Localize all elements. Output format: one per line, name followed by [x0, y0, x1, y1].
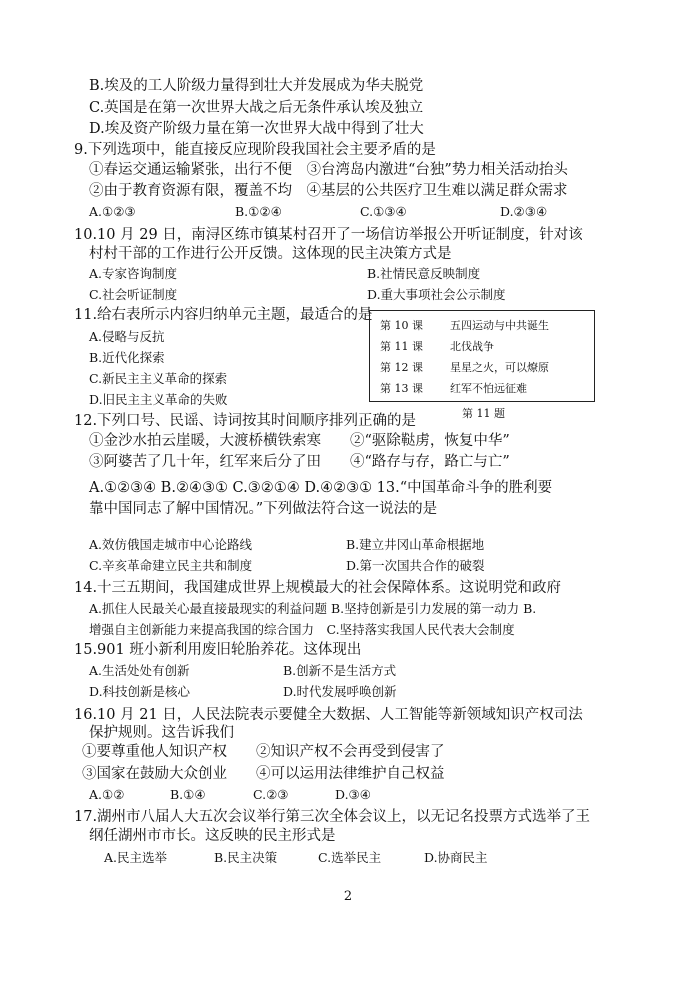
- question-17-line-1: 17.湖州市八届人大五次会议举行第三次全体会议上，以无记名投票方式选举了王: [74, 809, 591, 825]
- q16-option-c: C.②③: [253, 787, 289, 802]
- q9-option-d: D.②③④: [500, 204, 548, 219]
- question-10-line-1: 10.10 月 29 日，南浔区练市镇某村召开了一场信访举报公开听证制度，针对该: [74, 227, 583, 243]
- lesson-title: 星星之火，可以燎原: [450, 361, 549, 374]
- question-12-options: A.①②③④ B.②④③① C.③②①④ D.④②③① 13.“中国革命斗争的胜利要: [89, 480, 553, 496]
- table-row: [380, 319, 549, 333]
- question-16-line-2: 保护规则。这告诉我们: [89, 725, 234, 741]
- q10-option-a: A.专家咨询制度: [89, 266, 178, 281]
- lesson-number: 第 13 课: [380, 382, 423, 395]
- q15-option-b: B.创新不是生活方式: [283, 663, 397, 678]
- line-option-c: C.英国是在第一次世界大战之后无条件承认埃及独立: [89, 100, 424, 116]
- q10-option-c: C.社会听证制度: [89, 287, 178, 302]
- table-caption: 第 11 题: [462, 407, 505, 420]
- q14-options-line-1: A.抓住人民最关心最直接最现实的利益问题 B.坚持创新是引力发展的第一动力 B.: [89, 601, 537, 616]
- question-15: 15.901 班小新利用废旧轮胎养花。这体现出: [74, 642, 362, 658]
- q11-option-c: C.新民主主义革命的探索: [89, 371, 228, 386]
- question-12: 12.下列口号、民谣、诗词按其时间顺序排列正确的是: [74, 413, 417, 429]
- q10-option-b: B.社情民意反映制度: [367, 266, 481, 281]
- q11-option-d: D.旧民主主义革命的失败: [89, 392, 228, 407]
- question-16-line-1: 16.10 月 21 日，人民法院表示要健全大数据、人工智能等新领域知识产权司法: [74, 707, 583, 723]
- question-13: 靠中国同志了解中国情况。”下列做法符合这一说法的是: [89, 501, 438, 517]
- q15-option-a: A.生活处处有创新: [89, 663, 190, 678]
- q17-option-b: B.民主决策: [214, 850, 278, 865]
- question-12-items-2: ③阿婆苦了几十年，红军来后分了田 ④“路存与存，路亡与亡”: [89, 454, 510, 470]
- question-10-line-2: 村村干部的工作进行公开反馈。这体现的民主决策方式是: [89, 246, 452, 262]
- question-16-items-2: ③国家在鼓励大众创业 ④可以运用法律维护自己权益: [82, 766, 445, 782]
- page-number: 2: [343, 889, 353, 904]
- q17-option-a: A.民主选举: [104, 850, 168, 865]
- table-row: [380, 361, 549, 375]
- q11-option-b: B.近代化探索: [89, 350, 165, 365]
- q13-option-c: C.辛亥革命建立民主共和制度: [89, 558, 253, 573]
- lesson-number: 第 10 课: [380, 319, 423, 332]
- line-option-b: B.埃及的工人阶级力量得到壮大并发展成为华夫脱党: [89, 78, 424, 94]
- q13-option-b: B.建立井冈山革命根据地: [346, 537, 485, 552]
- lesson-title: 北伐战争: [450, 340, 494, 353]
- table-row: [380, 382, 527, 396]
- q17-option-d: D.协商民主: [424, 850, 488, 865]
- question-12-items-1: ①金沙水拍云崖暖，大渡桥横铁索寒 ②“驱除鞑虏，恢复中华”: [89, 433, 510, 449]
- question-9-items-1: ①春运交通运输紧张，出行不便 ③台湾岛内激进“台独”势力相关活动抬头: [89, 162, 568, 178]
- q15-option-d: D.时代发展呼唤创新: [283, 684, 397, 699]
- q9-option-a: A.①②③: [89, 204, 136, 219]
- lesson-number: 第 12 课: [380, 361, 423, 374]
- lesson-title: 五四运动与中共诞生: [450, 319, 549, 332]
- unit-table: [369, 310, 595, 402]
- q9-option-b: B.①②④: [235, 204, 282, 219]
- q10-option-d: D.重大事项社会公示制度: [367, 287, 506, 302]
- lesson-number: 第 11 课: [380, 340, 423, 353]
- question-14: 14.十三五期间，我国建成世界上规模最大的社会保障体系。这说明党和政府: [74, 580, 562, 596]
- table-row: [380, 340, 494, 354]
- lesson-title: 红军不怕远征难: [450, 382, 527, 395]
- q13-option-a: A.效仿俄国走城市中心论路线: [89, 537, 253, 552]
- line-option-d: D.埃及资产阶级力量在第一次世界大战中得到了壮大: [89, 121, 424, 137]
- question-16-items-1: ①要尊重他人知识产权 ②知识产权不会再受到侵害了: [82, 744, 445, 760]
- q9-option-c: C.①③④: [360, 204, 407, 219]
- question-9: 9.下列选项中，能直接反应现阶段我国社会主要矛盾的是: [74, 142, 436, 158]
- q17-option-c: C.选举民主: [318, 850, 382, 865]
- q16-option-a: A.①②: [89, 787, 125, 802]
- q16-option-d: D.③④: [335, 787, 371, 802]
- q15-option-c: D.科技创新是核心: [89, 684, 191, 699]
- q13-option-d: D.第一次国共合作的破裂: [346, 558, 485, 573]
- question-17-line-2: 纲任湖州市市长。这反映的民主形式是: [89, 828, 336, 844]
- q16-option-b: B.①④: [170, 787, 206, 802]
- q14-options-line-2: 增强自主创新能力来提高我国的综合国力 C.坚持落实我国人民代表大会制度: [89, 622, 515, 637]
- q11-option-a: A.侵略与反抗: [89, 329, 165, 344]
- question-11: 11.给右表所示内容归纳单元主题，最适合的是: [74, 307, 373, 323]
- question-9-items-2: ②由于教育资源有限，覆盖不均 ④基层的公共医疗卫生难以满足群众需求: [89, 183, 568, 199]
